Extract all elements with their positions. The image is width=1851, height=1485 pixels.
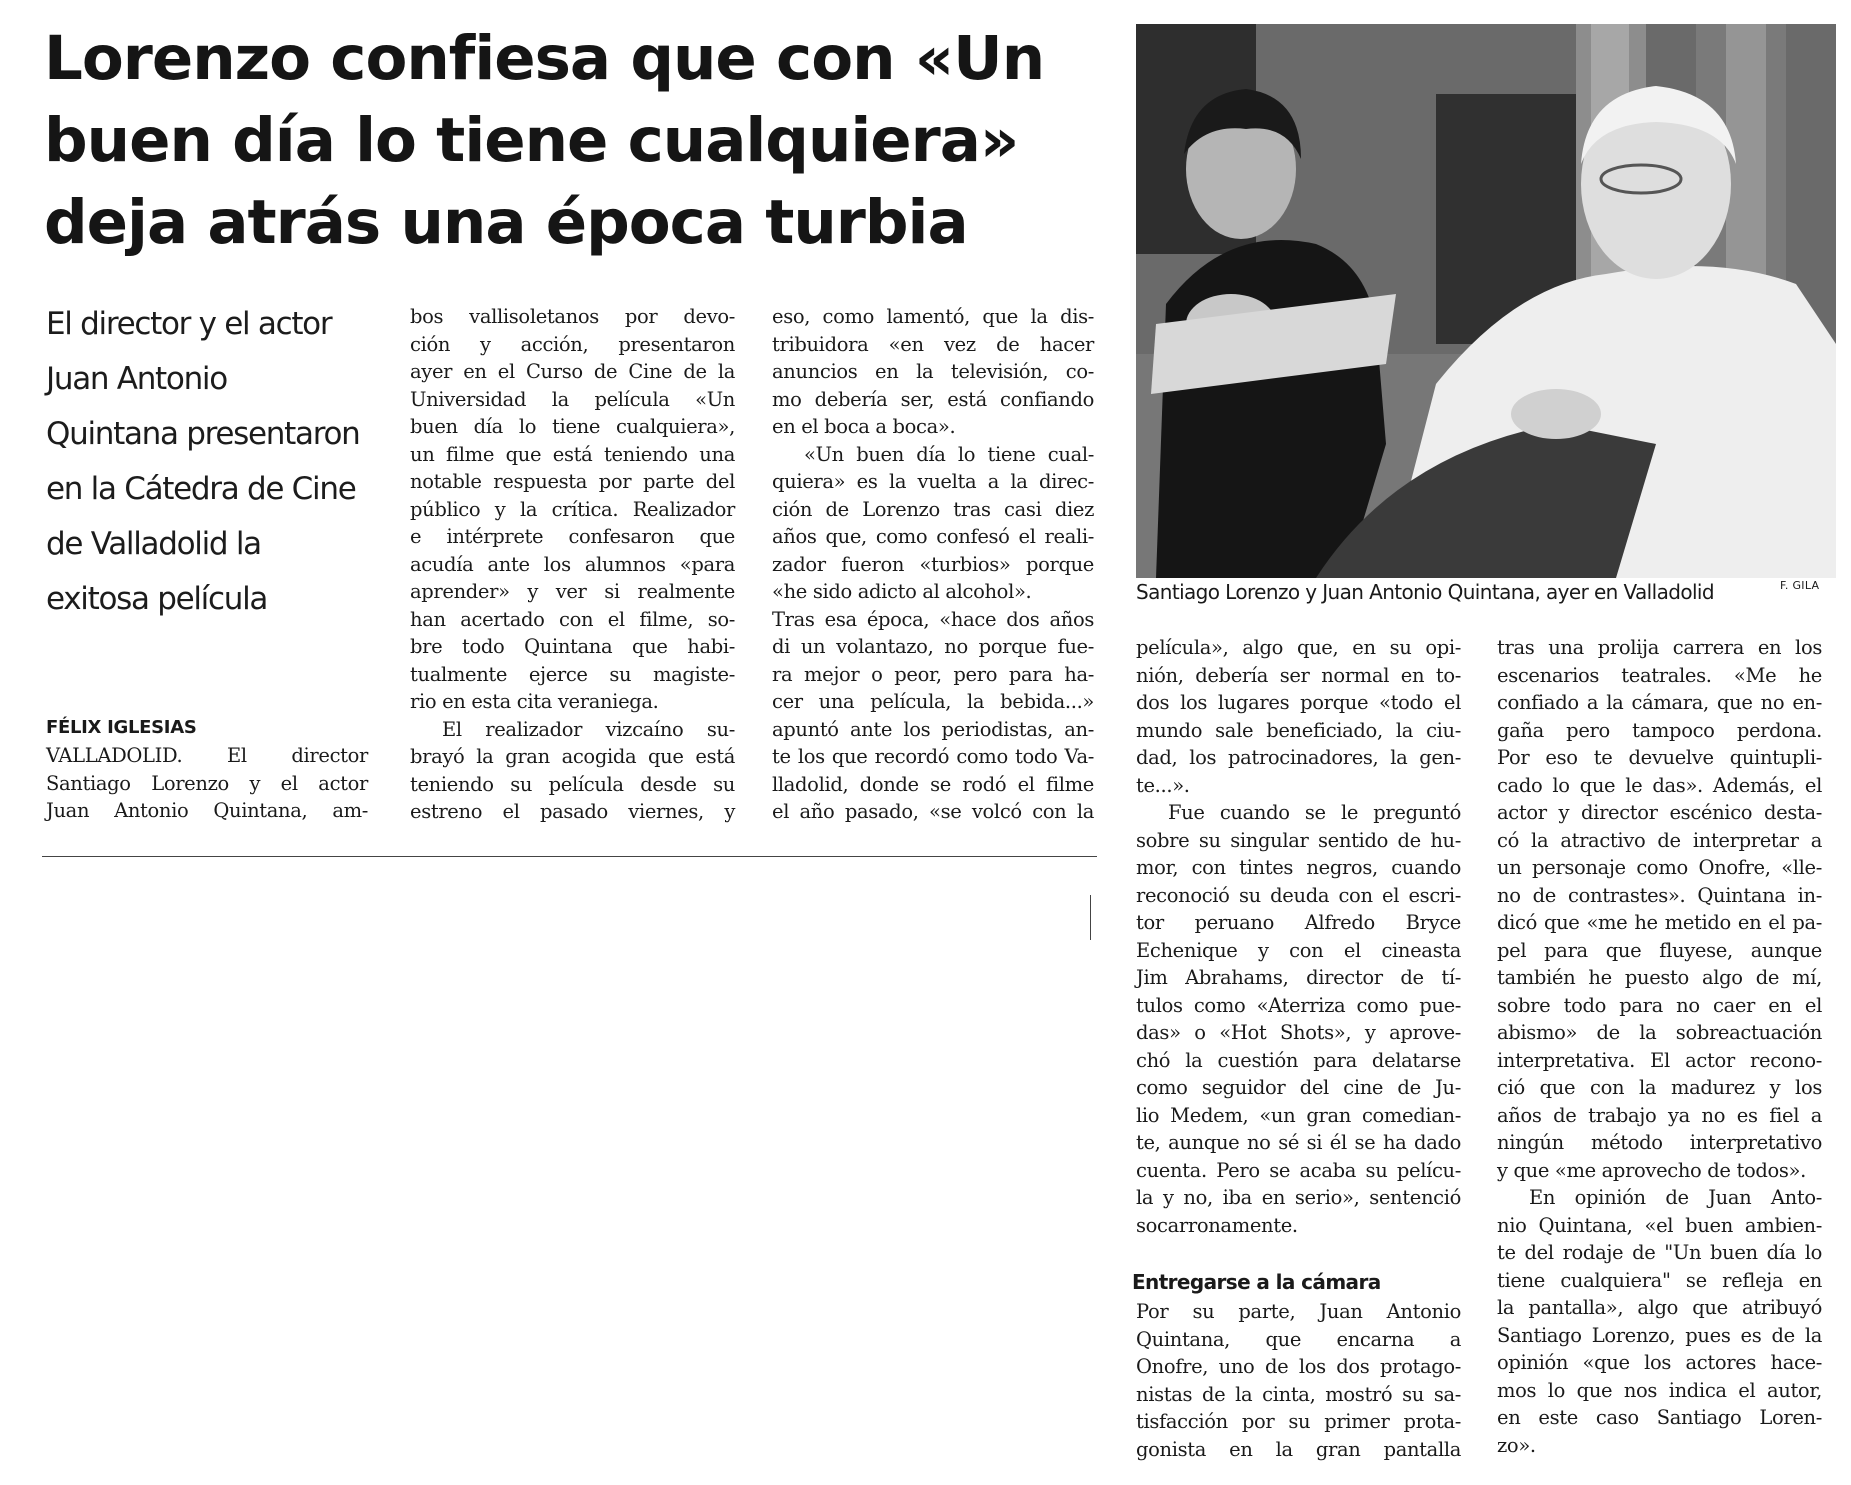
text-line: notable respuesta por parte del <box>410 470 735 493</box>
subheadline-line: exitosa película <box>46 581 268 617</box>
text-line: te del rodaje de "Un buen día lo <box>1497 1241 1822 1264</box>
text-line: un personaje como Onofre, «lle- <box>1497 856 1822 879</box>
text-line: te los que recordó como todo Va- <box>772 745 1094 768</box>
text-line: tras una prolija carrera en los <box>1497 636 1822 659</box>
text-line: sobre su singular sentido de hu- <box>1136 828 1461 852</box>
text-line: di un volantazo, no porque fue- <box>772 635 1094 658</box>
text-line: Santiago Lorenzo y el actor <box>46 771 368 795</box>
text-line: en este caso Santiago Loren- <box>1497 1406 1822 1429</box>
text-line: el año pasado, «se volcó con la <box>772 800 1094 823</box>
subheadline-line: Quintana presentaron <box>46 416 360 452</box>
text-line: aprender» y ver si realmente <box>410 580 735 603</box>
subheadline-line: Juan Antonio <box>46 361 227 397</box>
text-line: abismo» de la sobreactuación <box>1497 1021 1822 1044</box>
text-line: gonista en la gran pantalla <box>1136 1437 1461 1461</box>
text-line: anuncios en la televisión, co- <box>772 360 1094 383</box>
text-line: te...». <box>1136 773 1190 797</box>
subheadline-line: El director y el actor <box>46 306 332 342</box>
text-line: e intérprete confesaron que <box>410 525 735 548</box>
text-line: das» o «Hot Shots», y aprove- <box>1136 1021 1461 1044</box>
headline-line: buen día lo tiene cualquiera» <box>44 105 1019 176</box>
text-line: tisfacción por su primer prota- <box>1136 1410 1461 1433</box>
text-line: estreno el pasado viernes, y <box>410 800 735 823</box>
text-line: la y no, iba en serio», sentenció <box>1136 1186 1461 1209</box>
text-line: bre todo Quintana que habi- <box>410 635 735 658</box>
subheadline-line: de Valladolid la <box>46 526 261 562</box>
text-line: «he sido adicto al alcohol». <box>772 580 1032 603</box>
divider-line-vertical <box>1090 895 1091 940</box>
text-line: nio Quintana, «el buen ambien- <box>1497 1213 1822 1237</box>
column-5 <box>1497 634 1822 1459</box>
article-photo <box>1136 24 1836 578</box>
photo-illustration <box>1136 24 1836 578</box>
text-line: tribuidora «en vez de hacer <box>772 332 1094 356</box>
text-line: escenarios teatrales. «Me he <box>1497 663 1822 687</box>
text-line: mo debería ser, está confiando <box>772 387 1094 411</box>
text-line: y que «me aprovecho de todos». <box>1497 1158 1806 1182</box>
text-line: opinión «que los actores hace- <box>1497 1351 1822 1374</box>
photo-credit: F. GILA <box>1780 579 1820 592</box>
text-line: en el boca a boca». <box>772 415 956 438</box>
text-line: la pantalla», algo que atribuyó <box>1497 1296 1822 1319</box>
subheadline <box>46 297 376 627</box>
text-line: ció que con la madurez y los <box>1497 1076 1822 1099</box>
text-line: quiera» es la vuelta a la direc- <box>772 470 1094 493</box>
text-line: cado lo que le das». Además, el <box>1497 773 1822 797</box>
text-line: VALLADOLID. El director <box>46 744 368 767</box>
text-line: mor, con tintes negros, cuando <box>1136 856 1461 879</box>
text-line: socarronamente. <box>1136 1213 1298 1237</box>
text-line: lladolid, donde se rodó el filme <box>772 772 1094 796</box>
subheadline-line: en la Cátedra de Cine <box>46 471 356 507</box>
text-line: cer una película, la bebida...» <box>772 690 1094 713</box>
text-line: có la atractivo de interpretar a <box>1497 828 1822 852</box>
text-line: «Un buen día lo tiene cual- <box>804 442 1094 466</box>
text-line: ningún método interpretativo <box>1497 1131 1822 1154</box>
text-line: han acertado con el filme, so- <box>410 607 735 631</box>
text-line: pel para que fluyese, aunque <box>1497 938 1822 962</box>
text-line: también he puesto algo de mí, <box>1497 966 1822 989</box>
text-line: te, aunque no sé si él se ha dado <box>1136 1131 1461 1154</box>
text-line: reconoció su deuda con el escri- <box>1136 883 1461 907</box>
text-line: mundo sale beneficiado, la ciu- <box>1136 718 1461 742</box>
text-line: Echenique y con el cineasta <box>1136 938 1461 962</box>
text-line: tiene cualquiera" se refleja en <box>1497 1268 1822 1292</box>
text-line: acudía ante los alumnos «para <box>410 552 735 576</box>
text-line: rio en esta cita veraniega. <box>410 690 659 713</box>
text-line: eso, como lamentó, que la dis- <box>772 305 1094 328</box>
text-line: cuenta. Pero se acaba su pelícu- <box>1136 1158 1461 1182</box>
text-line: teniendo su película desde su <box>410 772 735 796</box>
text-line: dad, los patrocinadores, la gen- <box>1136 746 1461 769</box>
text-line: nión, debería ser normal en to- <box>1136 663 1461 687</box>
text-line: mos lo que nos indica el autor, <box>1497 1378 1822 1402</box>
text-line: bos vallisoletanos por devo- <box>410 305 735 328</box>
text-line: tor peruano Alfredo Bryce <box>1136 911 1461 934</box>
column-2 <box>410 303 735 826</box>
text-line: Quintana, que encarna a <box>1136 1327 1461 1351</box>
text-line: años que, como confesó el reali- <box>772 525 1094 548</box>
text-line: gaña pero tampoco perdona. <box>1497 718 1822 742</box>
text-line: interpretativa. El actor recono- <box>1497 1048 1822 1072</box>
text-line: sobre todo para no caer en el <box>1497 993 1822 1017</box>
text-line: Por su parte, Juan Antonio <box>1136 1300 1461 1323</box>
headline-line: deja atrás una época turbia <box>44 187 968 258</box>
divider-line <box>42 856 1097 857</box>
text-line: buen día lo tiene cualquiera», <box>410 415 735 438</box>
text-line: Universidad la película «Un <box>410 387 735 411</box>
text-line: confiado a la cámara, que no en- <box>1497 691 1822 714</box>
column-4-continued <box>1136 1298 1461 1463</box>
text-line: Jim Abrahams, director de tí- <box>1136 966 1461 989</box>
headline <box>44 18 1104 264</box>
text-line: brayó la gran acogida que está <box>410 745 735 768</box>
text-line: ción y acción, presentaron <box>410 332 735 356</box>
text-line: Santiago Lorenzo, pues es de la <box>1497 1323 1822 1347</box>
section-subtitle: Entregarse a la cámara <box>1132 1270 1381 1294</box>
text-line: lio Medem, «un gran comedian- <box>1136 1103 1461 1127</box>
text-line: Fue cuando se le preguntó <box>1168 801 1461 824</box>
column-3 <box>772 303 1094 826</box>
text-line: Por eso te devuelve quintupli- <box>1497 746 1822 769</box>
text-line: nistas de la cinta, mostró su sa- <box>1136 1382 1461 1406</box>
text-line: como seguidor del cine de Ju- <box>1136 1076 1461 1099</box>
text-line: público y la crítica. Realizador <box>410 497 735 521</box>
column-1 <box>46 742 368 825</box>
text-line: ayer en el Curso de Cine de la <box>410 360 735 383</box>
text-line: chó la cuestión para delatarse <box>1136 1048 1461 1072</box>
text-line: zador fueron «turbios» porque <box>772 552 1094 576</box>
text-line: apuntó ante los periodistas, an- <box>772 717 1094 741</box>
text-line: un filme que está teniendo una <box>410 442 735 466</box>
text-line: Tras esa época, «hace dos años <box>772 607 1094 631</box>
photo-caption: Santiago Lorenzo y Juan Antonio Quintana, ayer en Valladolid <box>1136 580 1714 604</box>
text-line: actor y director escénico desta- <box>1497 801 1822 824</box>
text-line: no de contrastes». Quintana in- <box>1497 883 1822 907</box>
text-line: dos los lugares porque «todo el <box>1136 691 1461 714</box>
text-line: ción de Lorenzo tras casi diez <box>772 497 1094 521</box>
text-line: tulos como «Aterriza como pue- <box>1136 993 1461 1017</box>
column-4 <box>1136 634 1461 1239</box>
text-line: película», algo que, en su opi- <box>1136 636 1461 659</box>
text-line: El realizador vizcaíno su- <box>442 717 735 741</box>
text-line: dicó que «me he metido en el pa- <box>1497 911 1822 934</box>
text-line: tualmente ejerce su magiste- <box>410 662 735 686</box>
text-line: Onofre, uno de los dos protago- <box>1136 1355 1461 1378</box>
text-line: Juan Antonio Quintana, am- <box>46 799 368 822</box>
headline-line: Lorenzo confiesa que con «Un <box>44 23 1045 94</box>
text-line: ra mejor o peor, pero para ha- <box>772 662 1094 686</box>
text-line: años de trabajo ya no es fiel a <box>1497 1103 1822 1127</box>
byline: FÉLIX IGLESIAS <box>46 717 197 738</box>
text-line: zo». <box>1497 1433 1536 1457</box>
text-line: En opinión de Juan Anto- <box>1529 1186 1822 1209</box>
